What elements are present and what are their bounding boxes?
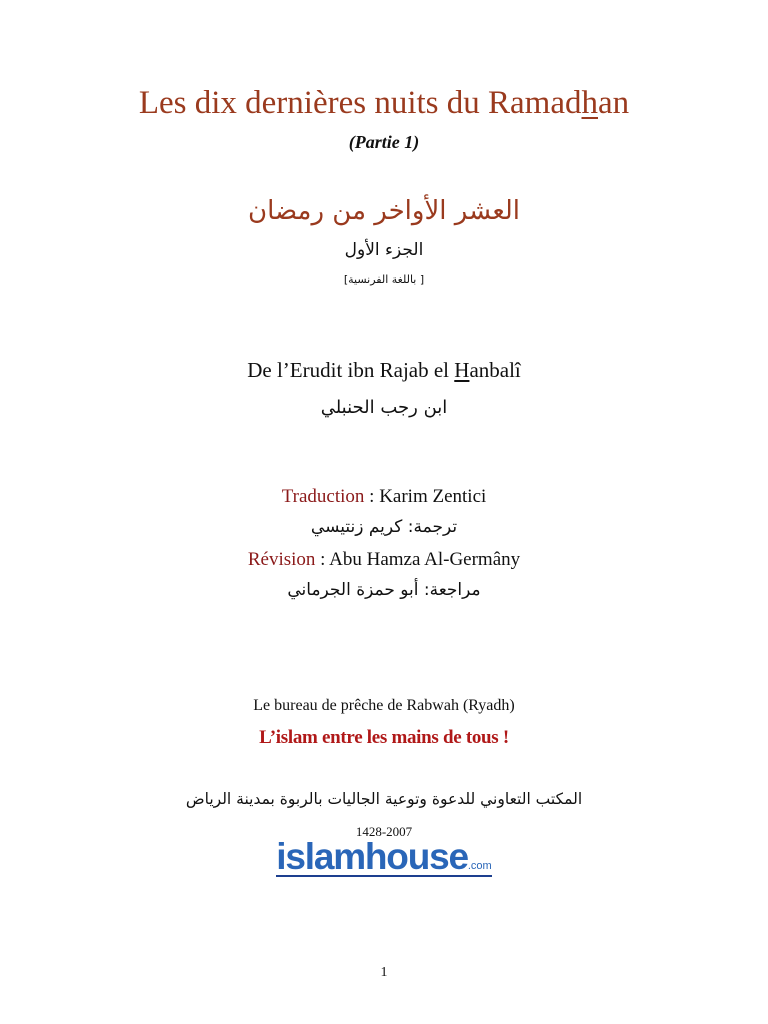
document-title [0, 85, 768, 122]
translation-line [0, 486, 768, 508]
arabic-title: العشر الأواخر من رمضان [247, 196, 521, 226]
slogan: L’islam entre les mains de tous ! [259, 727, 509, 748]
page-number: 1 [380, 965, 388, 980]
title-underlined-letter: h [581, 85, 598, 121]
arabic-author: ابن رجب الحنبلي [320, 397, 448, 418]
author-line [0, 358, 768, 383]
author-prefix: De l’Erudit ibn Rajab el [247, 358, 455, 382]
reviser-name: Abu Hamza Al-Germâny [329, 549, 521, 570]
arabic-office: المكتب التعاوني للدعوة وتوعية الجاليات بالربوة بمدينة الرياض [185, 790, 583, 808]
arabic-language-note: [باللغة الفرنسية ] [343, 273, 425, 286]
title-part-1: Les dix dernières nuits du Ramad [138, 85, 582, 121]
arabic-translation: ترجمة: كريم زنتيسي [310, 517, 458, 537]
year-line: 1428-2007 [355, 824, 413, 839]
arabic-revision: مراجعة: أبو حمزة الجرماني [287, 580, 481, 600]
translator-name: Karim Zentici [379, 486, 487, 507]
author-underlined-letter: H [454, 358, 470, 382]
translation-separator: : [364, 486, 380, 507]
document-subtitle: (Partie 1) [348, 132, 420, 152]
islamhouse-logo[interactable] [0, 838, 768, 877]
revision-label: Révision [247, 549, 316, 570]
revision-separator: : [315, 549, 330, 570]
logo-link[interactable] [276, 838, 491, 877]
logo-main-text: islamhouse [276, 836, 468, 877]
title-part-2: an [598, 85, 630, 121]
author-suffix: anbalî [469, 358, 521, 382]
revision-line [0, 549, 768, 571]
bureau-line: Le bureau de prêche de Rabwah (Ryadh) [253, 697, 515, 714]
arabic-part: الجزء الأول [344, 240, 424, 260]
logo-suffix-text: .com [467, 860, 492, 872]
translation-label: Traduction [281, 486, 365, 507]
